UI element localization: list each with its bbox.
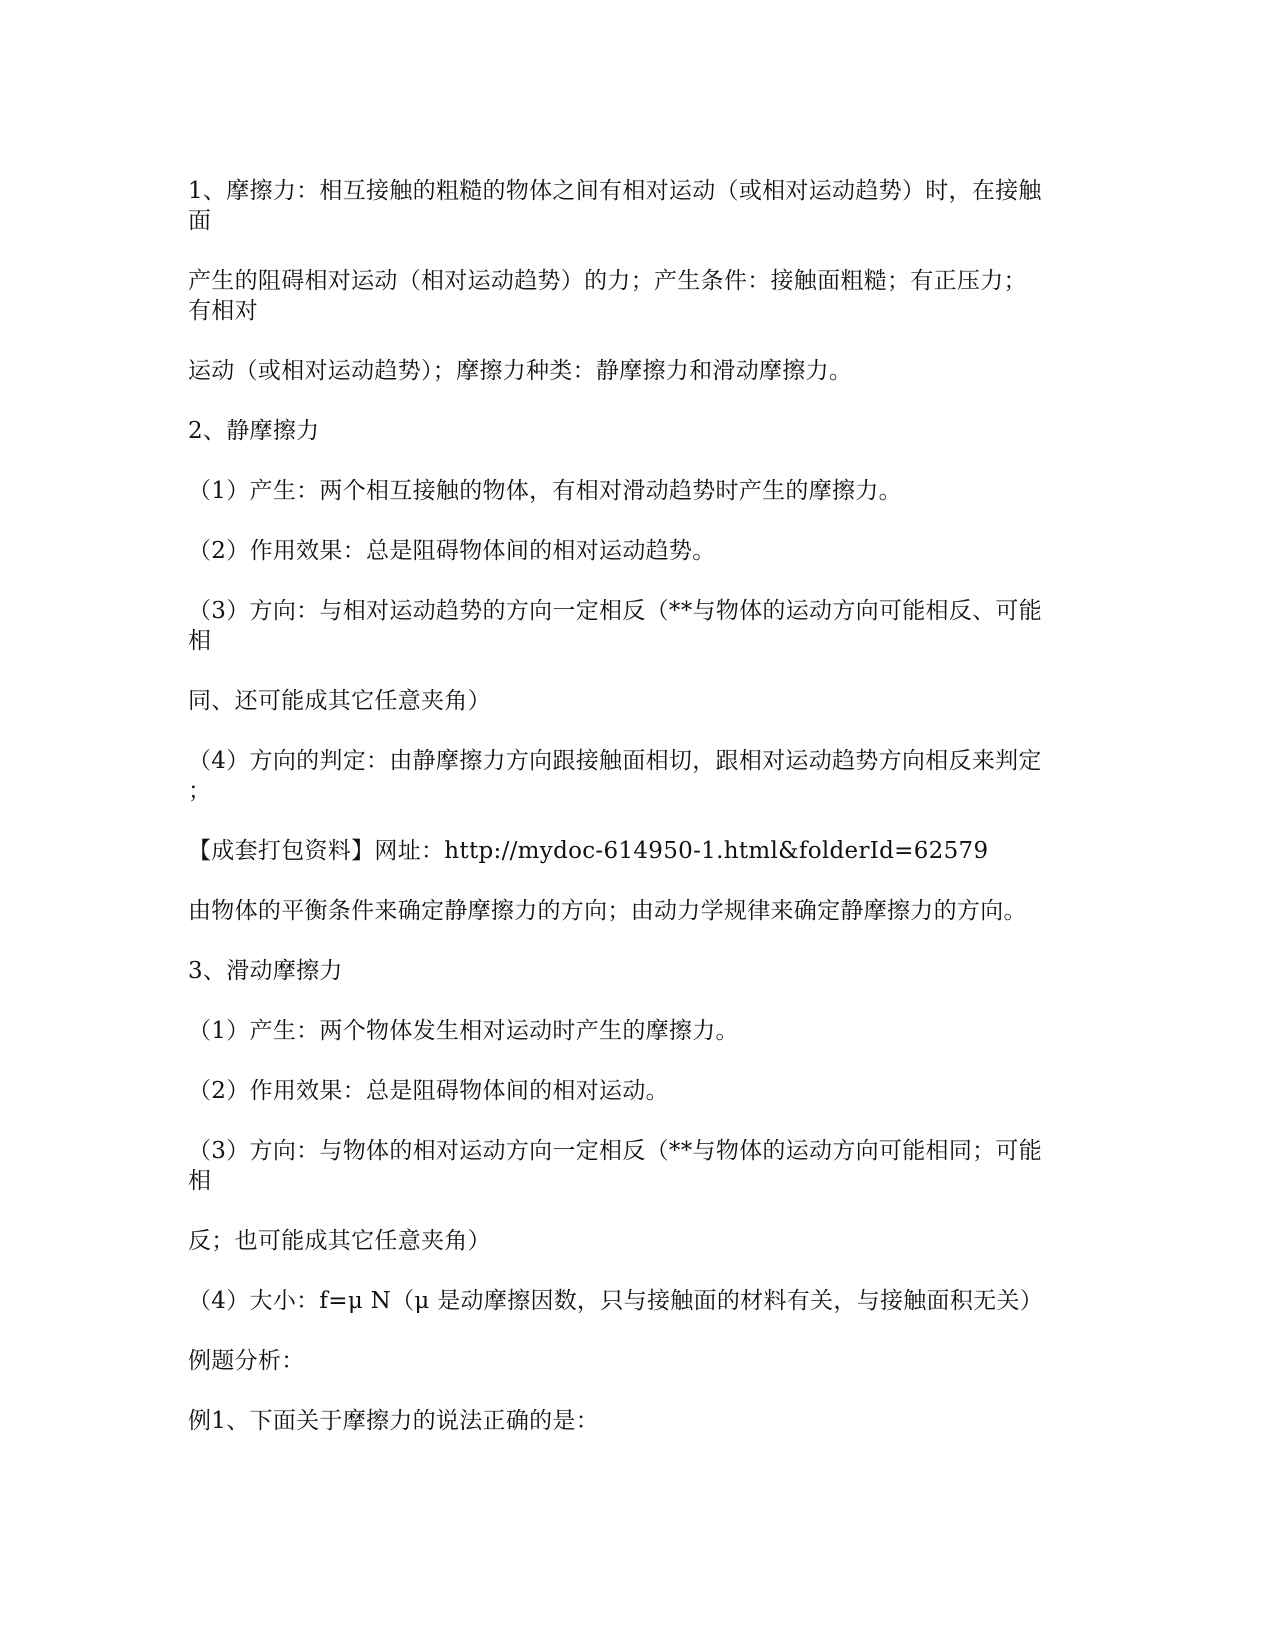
text-line: 2、静摩擦力 [188, 418, 320, 444]
text-line: 相 [188, 1168, 212, 1194]
paragraph-sliding-direction-cont [188, 1226, 1088, 1256]
text-line: 产生的阻碍相对运动（相对运动趋势）的力；产生条件：接触面粗糙；有正压力； [188, 268, 1027, 294]
text-line: （3）方向：与物体的相对运动方向一定相反（**与物体的运动方向可能相同；可能 [188, 1138, 1043, 1164]
paragraph-static-effect [188, 536, 1088, 566]
text-line: （4）方向的判定：由静摩擦力方向跟接触面相切，跟相对运动趋势方向相反来判定 [188, 748, 1042, 774]
text-line: （1）产生：两个相互接触的物体，有相对滑动趋势时产生的摩擦力。 [188, 478, 902, 504]
text-line: 【成套打包资料】网址：http://mydoc-614950-1.html&folderId=62579 [188, 838, 989, 864]
text-line: 3、滑动摩擦力 [188, 958, 343, 984]
paragraph-static-origin [188, 476, 1088, 506]
text-line: （2）作用效果：总是阻碍物体间的相对运动趋势。 [188, 538, 716, 564]
paragraph-static-direction-methods [188, 896, 1088, 926]
paragraph-sliding-effect [188, 1076, 1088, 1106]
text-line: 相 [188, 628, 212, 654]
document-body [188, 176, 1088, 1466]
paragraph-sliding-origin [188, 1016, 1088, 1046]
text-line: 例1、下面关于摩擦力的说法正确的是： [188, 1408, 600, 1434]
text-line: （4）大小：f=μ N（μ 是动摩擦因数，只与接触面的材料有关，与接触面积无关） [188, 1288, 1044, 1314]
section-heading-static-friction [188, 416, 1088, 446]
text-line: （2）作用效果：总是阻碍物体间的相对运动。 [188, 1078, 669, 1104]
paragraph-friction-conditions [188, 266, 1088, 326]
paragraph-friction-definition [188, 176, 1088, 236]
paragraph-friction-types [188, 356, 1088, 386]
paragraph-resource-link [188, 836, 1088, 866]
paragraph-example-1 [188, 1406, 1088, 1436]
text-line: 面 [188, 208, 212, 234]
paragraph-static-direction-cont [188, 686, 1088, 716]
paragraph-sliding-magnitude [188, 1286, 1088, 1316]
text-line: ； [188, 778, 212, 804]
paragraph-static-direction-rule [188, 746, 1088, 806]
paragraph-example-heading [188, 1346, 1088, 1376]
text-line: 有相对 [188, 298, 258, 324]
text-line: 1、摩擦力：相互接触的粗糙的物体之间有相对运动（或相对运动趋势）时，在接触 [188, 178, 1042, 204]
text-line: 同、还可能成其它任意夹角） [188, 688, 491, 714]
text-line: （1）产生：两个物体发生相对运动时产生的摩擦力。 [188, 1018, 739, 1044]
paragraph-static-direction [188, 596, 1088, 656]
text-line: 例题分析： [188, 1348, 305, 1374]
text-line: 运动（或相对运动趋势）；摩擦力种类：静摩擦力和滑动摩擦力。 [188, 358, 853, 384]
paragraph-sliding-direction [188, 1136, 1088, 1196]
section-heading-sliding-friction [188, 956, 1088, 986]
text-line: （3）方向：与相对运动趋势的方向一定相反（**与物体的运动方向可能相反、可能 [188, 598, 1043, 624]
text-line: 由物体的平衡条件来确定静摩擦力的方向；由动力学规律来确定静摩擦力的方向。 [188, 898, 1027, 924]
text-line: 反；也可能成其它任意夹角） [188, 1228, 491, 1254]
